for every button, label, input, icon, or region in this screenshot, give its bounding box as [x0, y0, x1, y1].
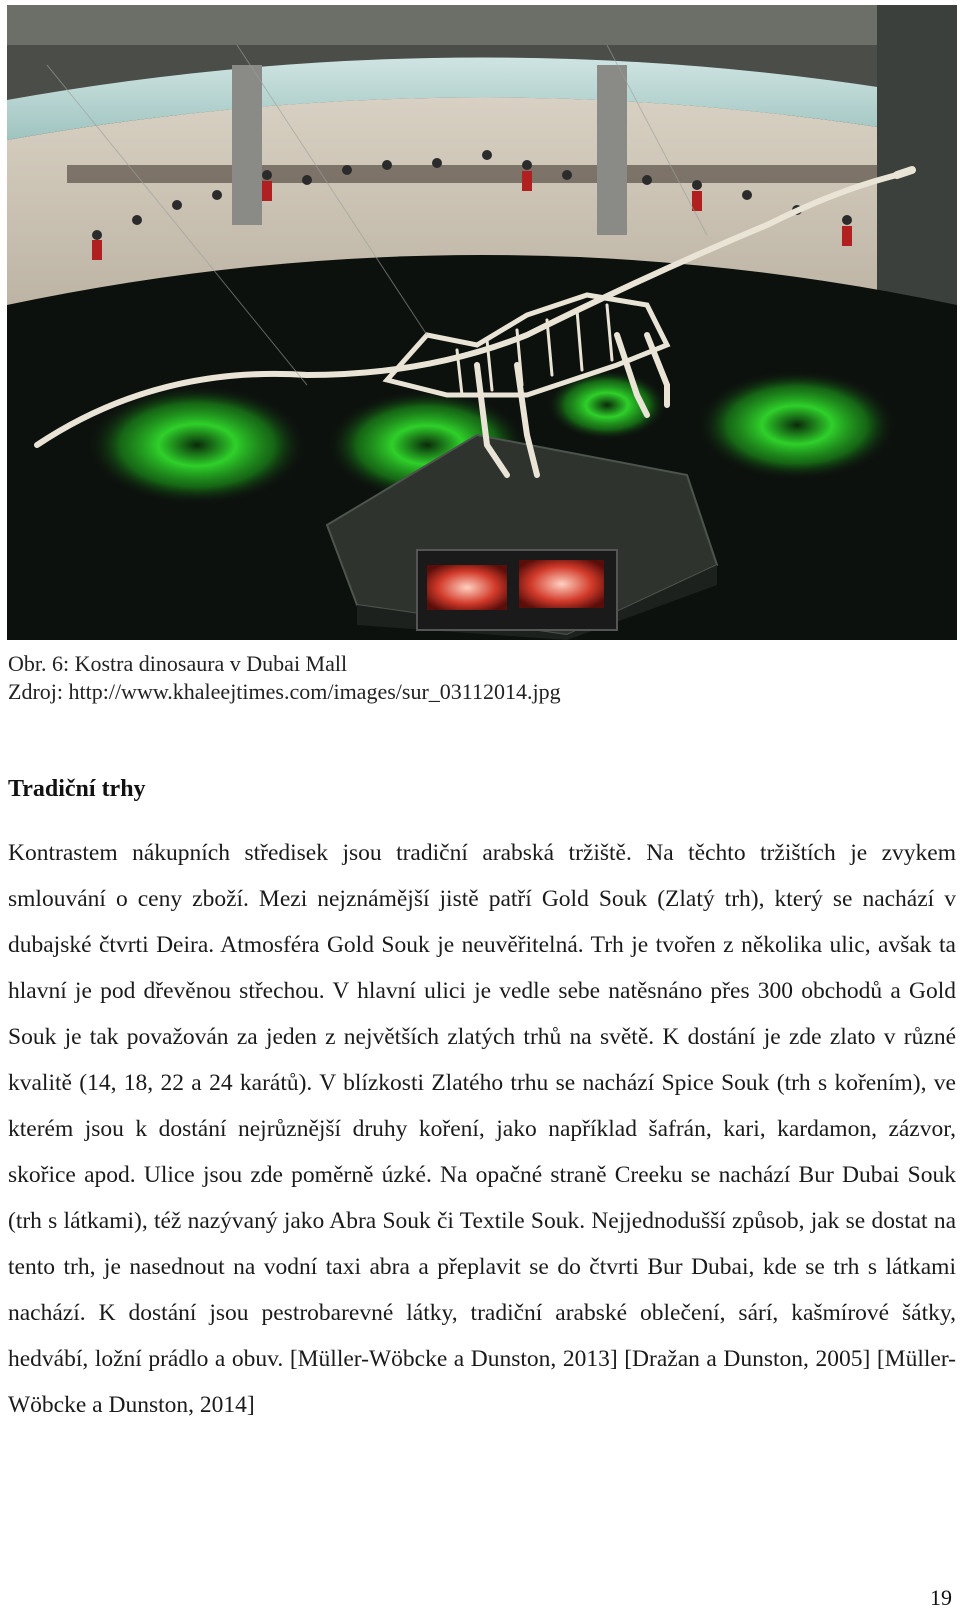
- section-heading: Tradiční trhy: [8, 776, 146, 802]
- figure-caption: [8, 650, 561, 706]
- caption-title: Obr. 6: Kostra dinosaura v Dubai Mall: [8, 651, 348, 676]
- section-paragraph: Kontrastem nákupních středisek jsou tradiční arabská tržiště. Na těchto tržištích je zvykem smlouvání o ceny zboží. Mezi nejznámější jistě patří Gold Souk (Zlatý trh), který se nachází v dubajské čtvrti Deira. Atmosféra Gold Souk je neuvěřitelná. Trh je tvořen z několika ulic, avšak ta hlavní je pod dřevěnou střechou. V hlavní ulici je vedle sebe natěsnáno přes 300 obchodů a Gold Souk je tak považován za jeden z největších zlatých trhů na světě. K dostání je zde zlato v různé kvalitě (14, 18, 22 a 24 karátů). V blízkosti Zlatého trhu se nachází Spice Souk (trh s kořením), ve kterém jsou k dostání nejrůznější druhy koření, jako například šafrán, kari, kardamon, zázvor, skořice apod. Ulice jsou zde poměrně úzké. Na opačné straně Creeku se nachází Bur Dubai Souk (trh s látkami), též nazývaný jako Abra Souk či Textile Souk. Nejjednodušší způsob, jak se dostat na tento trh, je nasednout na vodní taxi abra a přeplavit se do čtvrti Bur Dubai, kde se trh s látkami nachází. K dostání jsou pestrobarevné látky, tradiční arabské oblečení, sárí, kašmírové šátky, hedvábí, ložní prádlo a obuv. [Müller-Wöbcke a Dunston, 2013] [Dražan a Dunston, 2005] [Müller-Wöbcke a Dunston, 2014]: [8, 840, 956, 1418]
- figure-photo: [7, 5, 957, 640]
- caption-source: Zdroj: http://www.khaleejtimes.com/images/sur_03112014.jpg: [8, 679, 561, 704]
- dinosaur-skeleton-photo: [7, 5, 957, 640]
- page-number: 19: [930, 1585, 952, 1610]
